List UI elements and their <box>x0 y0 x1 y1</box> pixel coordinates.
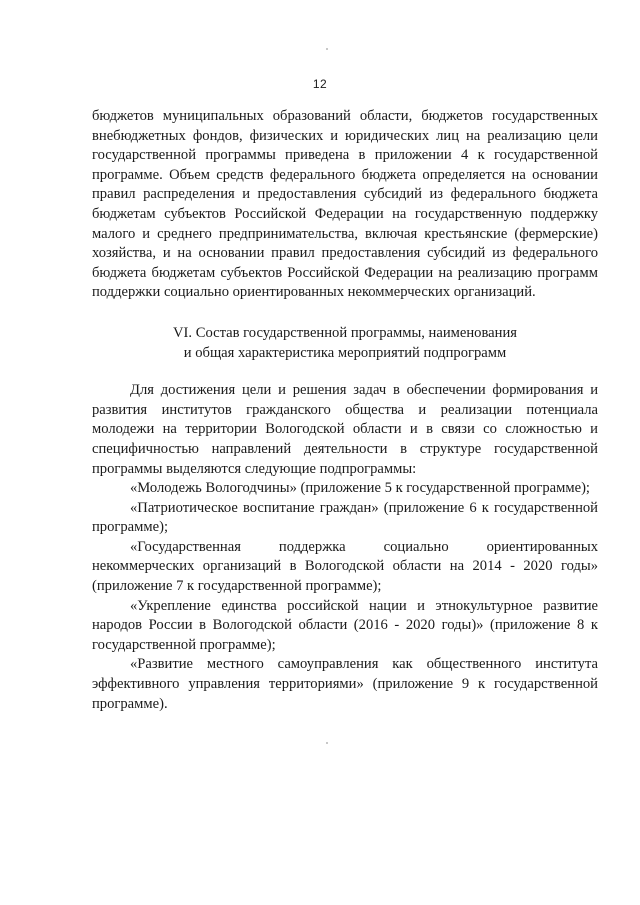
page-number: 12 <box>312 77 328 91</box>
subprogram-item: «Укрепление единства российской нации и этнокультурное развитие народов России в Вологодской области (2016 - 2020 годы)» (приложение 8 к государственной программе); <box>92 597 598 653</box>
subprogram-item: «Государственная поддержка социально ориентированных некоммерческих организаций в Вологодской области на 2014 - 2020 годы» (приложение 7 к государственной программе); <box>92 538 598 595</box>
intro-paragraph: бюджетов муниципальных образований области, бюджетов государственных внебюджетных фондов, физических и юридических лиц на реализацию цели государственной программы приведена в приложении 4 к государственной программе. Объем средств федерального бюджета определяется на основании правил распределения и предоставления субсидий из федерального бюджета бюджетам субъектов Российской Федерации на государственную поддержку малого и среднего предпринимательства, включая крестьянские (фермерские) хозяйства, и на основании правил предоставления субсидий из федерального бюджета бюджетам субъектов Российской Федерации на реализацию программ поддержки социально ориентированных некоммерческих организаций. <box>92 108 598 301</box>
lead-paragraph: Для достижения цели и решения задач в обеспечении формирования и развития институтов гражданского общества и реализации потенциала молодежи на территории Вологодской области и в связи со сложностью и специфичностью направлений деятельности в структуре государственной программы выделяются следующие подпрограммы: <box>92 382 598 477</box>
scan-speck-middle <box>326 742 328 744</box>
document-body <box>92 107 598 714</box>
section-heading-line-1: VI. Состав государственной программы, наименования <box>173 324 517 341</box>
subprogram-item: «Патриотическое воспитание граждан» (приложение 6 к государственной программе); <box>92 499 598 536</box>
scan-speck-top <box>326 48 328 50</box>
subprogram-item: «Развитие местного самоуправления как общественного института эффективного управления территориями» (приложение 9 к государственной программе). <box>92 656 598 712</box>
section-heading-line-2: и общая характеристика мероприятий подпрограмм <box>183 344 507 361</box>
section-heading <box>92 324 598 363</box>
subprogram-item: «Молодежь Вологодчины» (приложение 5 к государственной программе); <box>130 480 590 497</box>
